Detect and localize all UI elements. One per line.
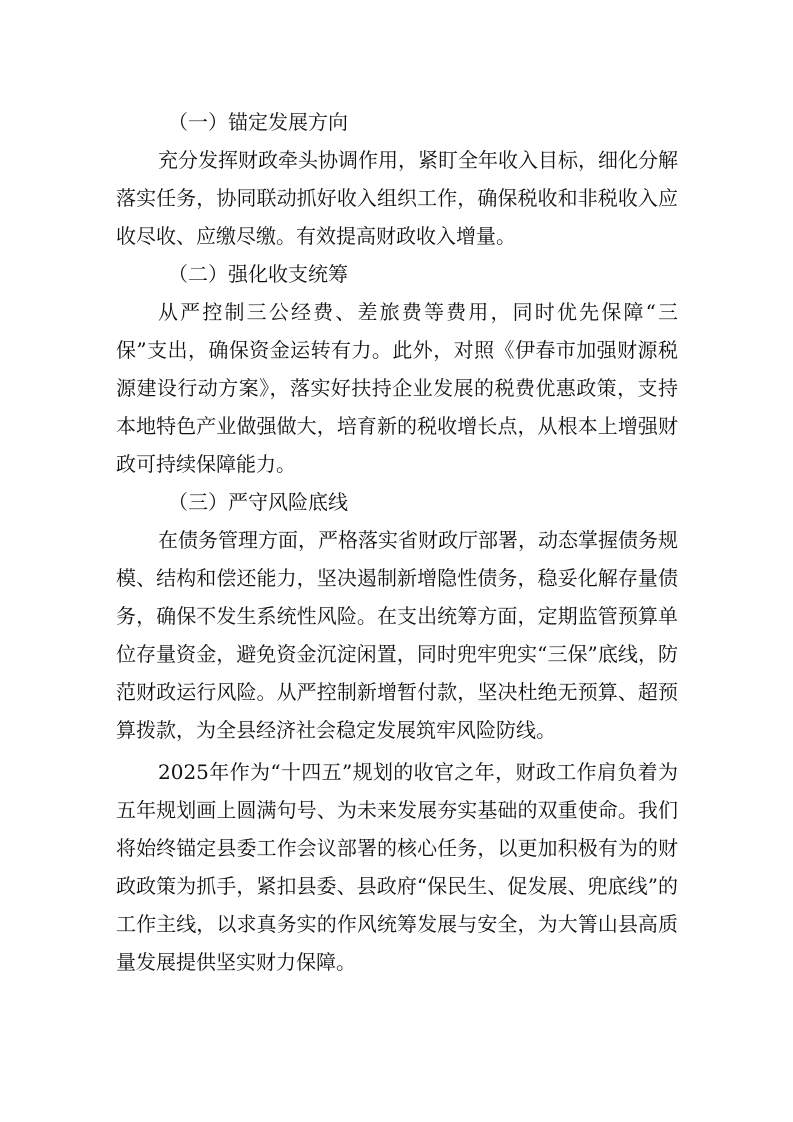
section-paragraph: 在债务管理方面，严格落实省财政厅部署，动态掌握债务规模、结构和偿还能力，坚决遏制新增隐性债务，稳妥化解存量债务，确保不发生系统性风险。在支出统筹方面，定期监管预算单位存量资金，避免资金沉淀闲置，同时兜牢兜实“三保”底线，防范财政运行风险。从严控制新增暂付款，坚决杜绝无预算、超预算拨款，为全县经济社会稳定发展筑牢风险防线。 [116, 528, 678, 742]
document-body [116, 103, 678, 981]
section-paragraph: 从严控制三公经费、差旅费等费用，同时优先保障“三保”支出，确保资金运转有力。此外，对照《伊春市加强财源税源建设行动方案》，落实好扶持企业发展的税费优惠政策，支持本地特色产业做强做大，培育新的税收增长点，从根本上增强财政可持续保障能力。 [116, 300, 678, 476]
section-paragraph: 充分发挥财政牵头协调作用，紧盯全年收入目标，细化分解落实任务，协同联动抓好收入组织工作，确保税收和非税收入应收尽收、应缴尽缴。有效提高财政收入增量。 [116, 148, 678, 248]
section-2 [116, 255, 678, 483]
section-3 [116, 483, 678, 749]
section-heading: （三）严守风险底线 [168, 490, 348, 514]
section-heading: （二）强化收支统筹 [168, 262, 348, 286]
conclusion-paragraph: 2025年作为“十四五”规划的收官之年，财政工作肩负着为五年规划画上圆满句号、为未来发展夯实基础的双重使命。我们将始终锚定县委工作会议部署的核心任务，以更加积极有为的财政政策为抓手，紧扣县委、县政府“保民生、促发展、兜底线”的工作主线，以求真务实的作风统筹发展与安全，为大箐山县高质量发展提供坚实财力保障。 [116, 760, 678, 974]
section-heading: （一）锚定发展方向 [168, 110, 348, 134]
section-1 [116, 103, 678, 255]
